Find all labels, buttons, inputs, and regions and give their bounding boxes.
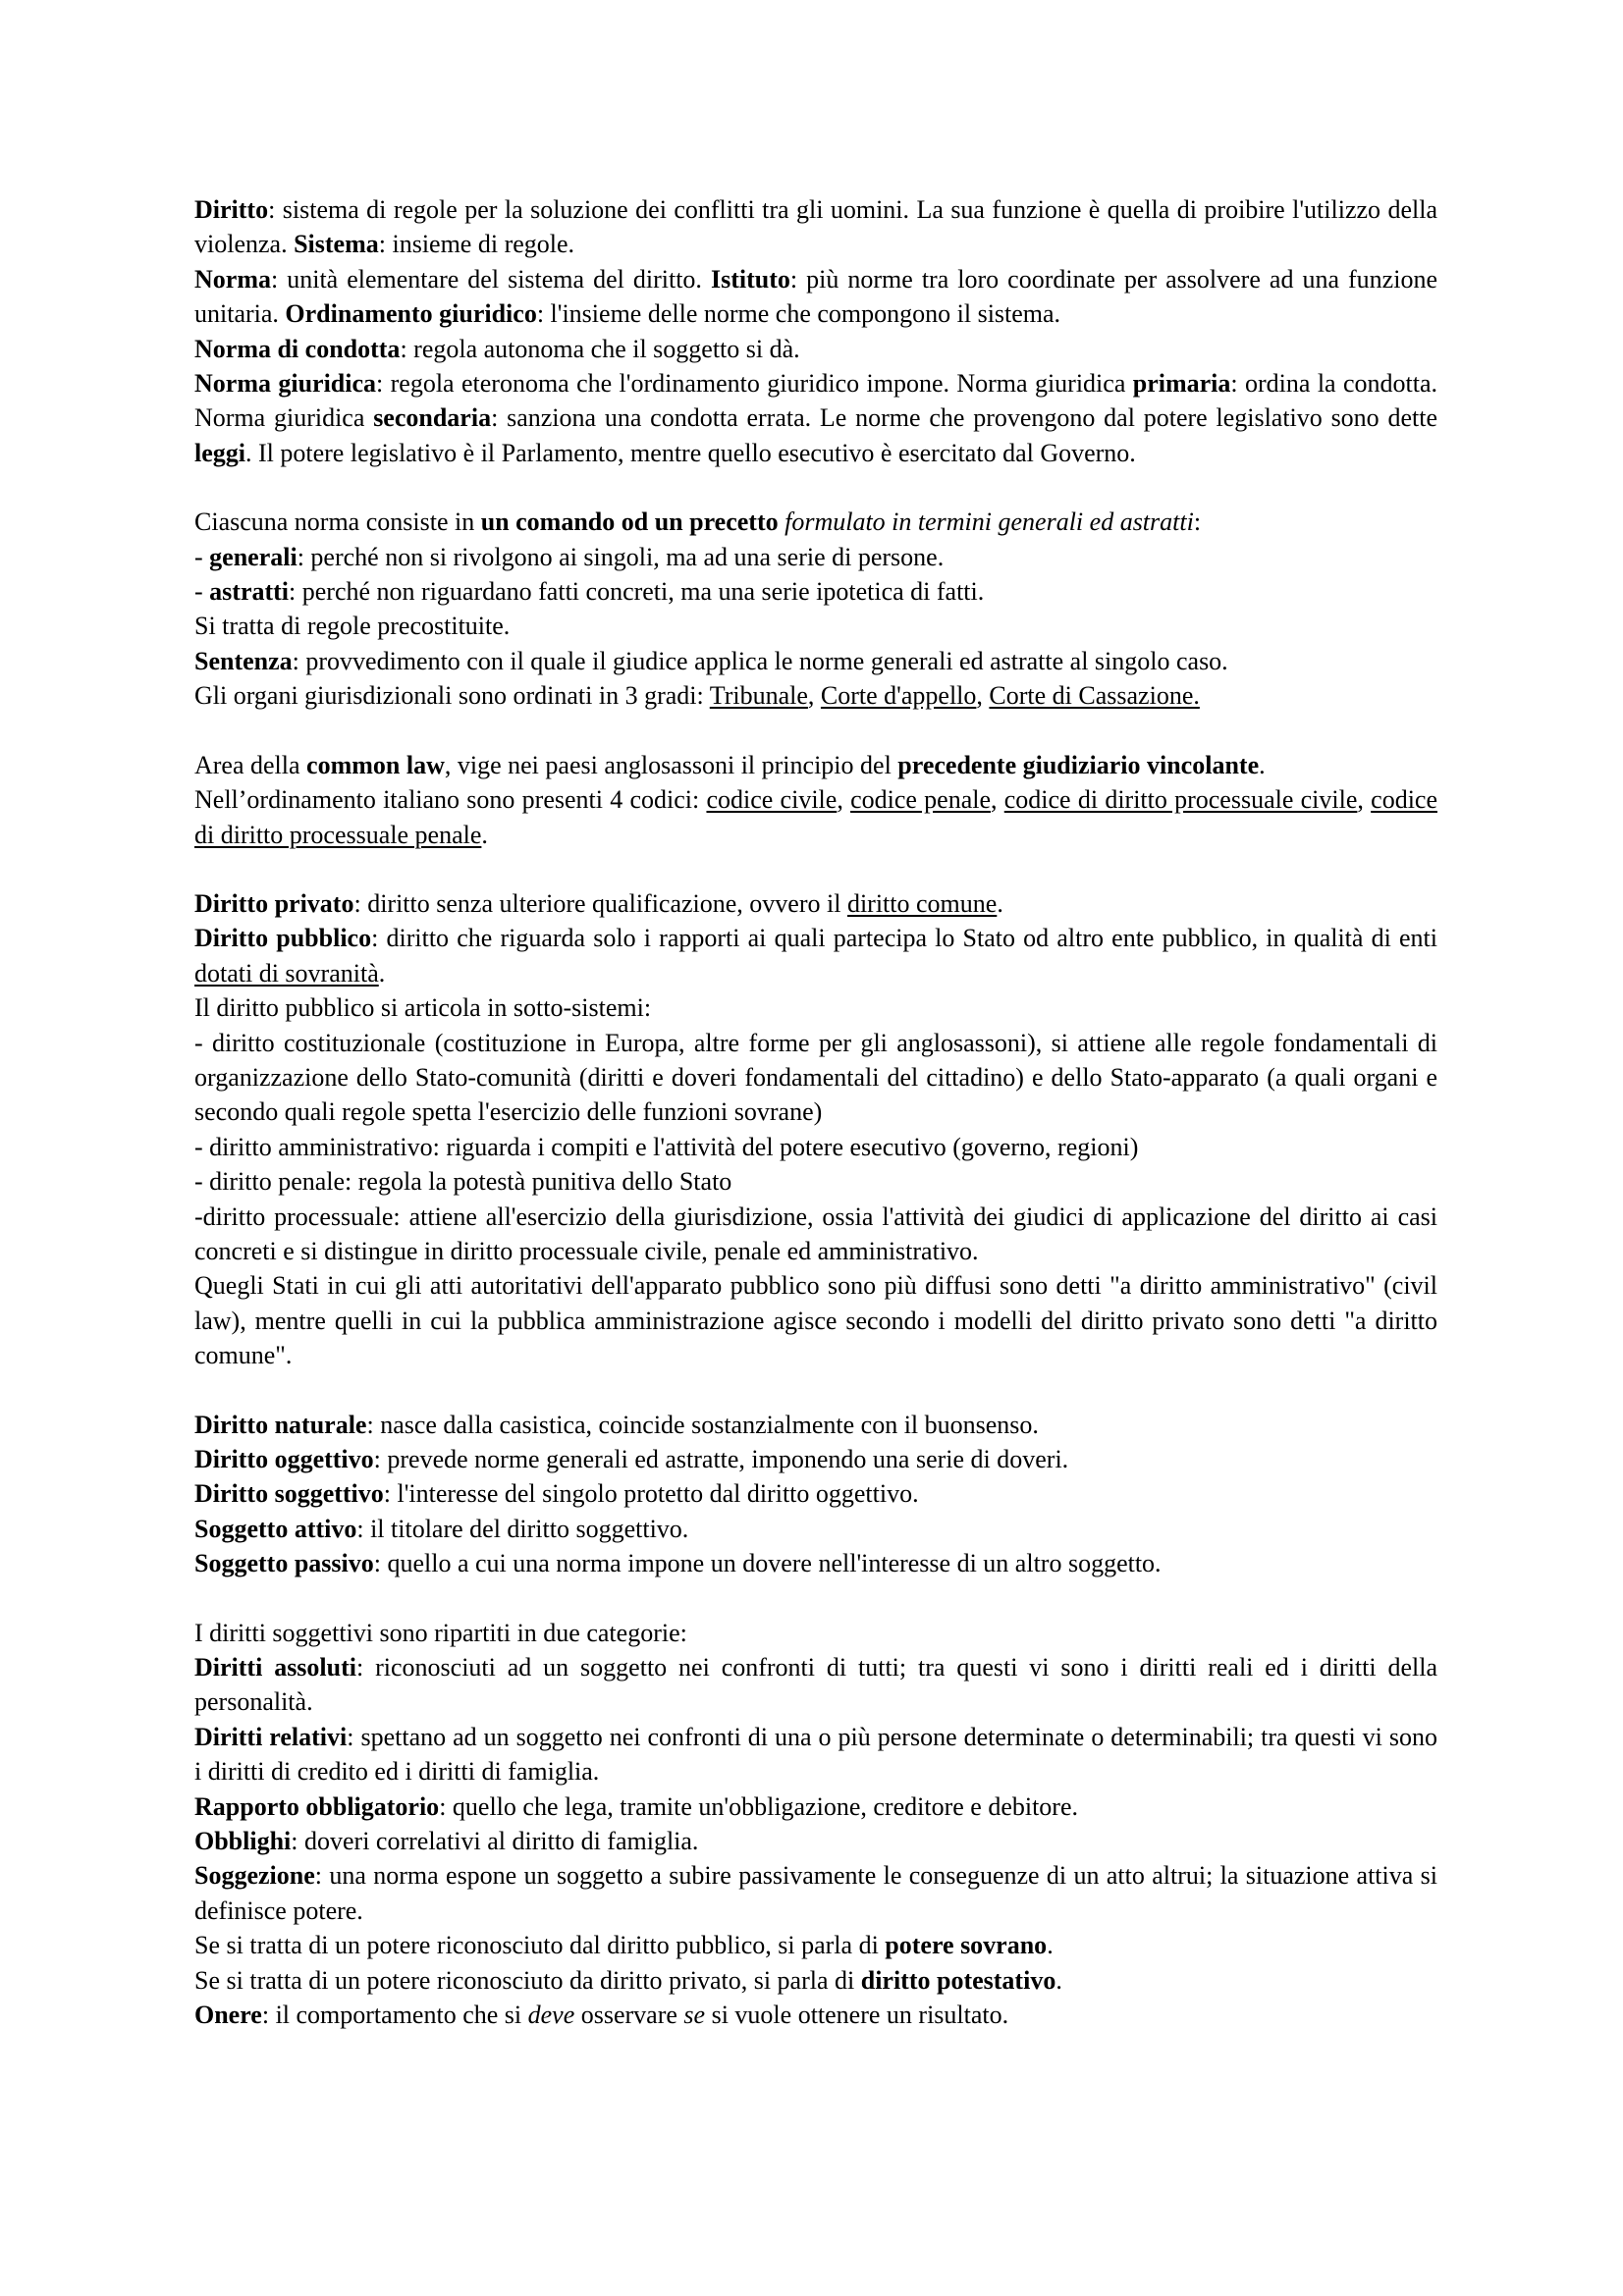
paragraph	[194, 990, 1437, 1025]
bold-term: Diritti assoluti	[194, 1653, 356, 1682]
italic-text: deve	[527, 2001, 575, 2030]
text-run: : provvedimento con il quale il giudice applica le norme generali ed astratte al singolo caso.	[292, 646, 1228, 675]
text-run: : perché non riguardano fatti concreti, ma una serie ipotetica di fatti.	[289, 577, 985, 607]
text-run: Se si tratta di un potere riconosciuto da diritto privato, si parla di	[194, 1965, 861, 1995]
paragraph	[194, 574, 1437, 609]
section-gap	[194, 470, 1437, 505]
paragraph	[194, 1200, 1437, 1269]
text-run: ,	[991, 785, 1004, 815]
bold-term: astratti	[209, 577, 290, 607]
section-gap	[194, 852, 1437, 886]
text-run: ,	[837, 785, 851, 815]
underlined-text: codice civile	[706, 785, 838, 815]
text-run: : l'insieme delle norme che compongono il sistema.	[536, 299, 1061, 329]
text-run: : doveri correlativi al diritto di famiglia.	[291, 1827, 699, 1856]
bold-term: primaria	[1132, 369, 1231, 399]
text-run: : quello che lega, tramite un'obbligazione, creditore e debitore.	[439, 1791, 1078, 1821]
bold-term: leggi	[194, 438, 245, 467]
paragraph	[194, 1164, 1437, 1199]
bold-term: Soggetto attivo	[194, 1514, 357, 1543]
text-run: osservare	[574, 2001, 684, 2030]
text-run: : sistema di regole per la soluzione dei conflitti tra gli uomini. La sua funzione è quella di proibire l'utilizzo della violenza.	[194, 195, 1437, 259]
underlined-text: codice di diritto processuale civile	[1003, 785, 1358, 815]
paragraph	[194, 1512, 1437, 1546]
bold-term: Diritti relativi	[194, 1722, 348, 1751]
text-run: I diritti soggettivi sono ripartiti in due categorie:	[194, 1618, 687, 1647]
bold-term: diritto potestativo	[860, 1965, 1056, 1995]
text-run: : diritto che riguarda solo i rapporti ai quali partecipa lo Stato od altro ente pubblico, in qualità di enti	[371, 924, 1437, 953]
underlined-text: Corte di Cassazione.	[989, 681, 1200, 711]
paragraph	[194, 1616, 1437, 1650]
text-run: .	[1259, 750, 1266, 779]
bold-term: Diritto pubblico	[194, 924, 372, 953]
paragraph	[194, 1824, 1437, 1858]
text-run: : una norma espone un soggetto a subire passivamente le conseguenze di un atto altrui; la situazione attiva si definisce potere.	[194, 1861, 1437, 1925]
bold-term: Rapporto obbligatorio	[194, 1791, 440, 1821]
text-run: : il comportamento che si	[261, 2001, 528, 2030]
section-gap	[194, 1373, 1437, 1408]
text-run: -	[194, 577, 210, 607]
underlined-text: Corte d'appello	[820, 681, 977, 711]
text-run: Quegli Stati in cui gli atti autoritativi dell'apparato pubblico sono più diffusi sono detti "a diritto amministrativo" (civil law), mentre quelli in cui la pubblica amministrazione agisce secondo i modelli del diritto privato sono detti "a diritto comune".	[194, 1271, 1437, 1370]
paragraph	[194, 1026, 1437, 1130]
text-run: .	[481, 820, 488, 849]
text-run: : regola eteronoma che l'ordinamento giuridico impone. Norma giuridica	[376, 369, 1133, 399]
text-run: : spettano ad un soggetto nei confronti di una o più persone determinate o determinabili; tra questi vi sono i diritti di credito ed i diritti di famiglia.	[194, 1722, 1437, 1787]
bold-term: Norma giuridica	[194, 369, 377, 399]
paragraph	[194, 748, 1437, 782]
text-run: .	[378, 958, 386, 988]
bold-term: common law	[306, 750, 445, 779]
text-run: : unità elementare del sistema del diritto.	[270, 264, 711, 294]
paragraph	[194, 505, 1437, 539]
underlined-text: Tribunale	[709, 681, 808, 711]
paragraph	[194, 1650, 1437, 1720]
paragraph	[194, 1130, 1437, 1164]
section-gap	[194, 714, 1437, 748]
paragraph	[194, 644, 1437, 678]
paragraph	[194, 192, 1437, 262]
paragraph	[194, 1476, 1437, 1511]
paragraph	[194, 921, 1437, 990]
paragraph	[194, 1858, 1437, 1928]
bold-term: potere sovrano	[885, 1931, 1048, 1960]
paragraph	[194, 1963, 1437, 1998]
paragraph	[194, 678, 1437, 713]
paragraph	[194, 332, 1437, 366]
bold-term: Sistema	[294, 230, 379, 259]
text-run: Nell’ordinamento italiano sono presenti 4 codici:	[194, 785, 707, 815]
text-run: - diritto costituzionale (costituzione in Europa, altre forme per gli anglosassoni), si attiene alle regole fondamentali di organizzazione dello Stato-comunità (diritti e doveri fondamentali del cittadino) e dello Stato-apparato (a quali organi e secondo quali regole spetta l'esercizio delle funzioni sovrane)	[194, 1028, 1437, 1127]
text-run: ,	[976, 681, 990, 711]
bold-term: Diritto oggettivo	[194, 1445, 374, 1473]
text-run: si vuole ottenere un risultato.	[705, 2001, 1009, 2030]
text-run: -	[194, 542, 210, 571]
text-run: : quello a cui una norma impone un dovere nell'interesse di un altro soggetto.	[373, 1549, 1162, 1578]
text-run: : perché non si rivolgono ai singoli, ma ad una serie di persone.	[297, 542, 945, 571]
text-run: Se si tratta di un potere riconosciuto dal diritto pubblico, si parla di	[194, 1931, 886, 1960]
paragraph	[194, 262, 1437, 332]
text-run: Gli organi giurisdizionali sono ordinati in 3 gradi:	[194, 681, 710, 711]
text-run: - diritto amministrativo: riguarda i compiti e l'attività del potere esecutivo (governo, regioni)	[194, 1132, 1139, 1161]
text-run: .	[1047, 1931, 1054, 1960]
bold-term: Onere	[194, 2001, 262, 2030]
bold-term: precedente giudiziario vincolante	[897, 750, 1260, 779]
text-run: : riconosciuti ad un soggetto nei confronti di tutti; tra questi vi sono i diritti reali ed i diritti della personalità.	[194, 1653, 1437, 1717]
bold-term: Istituto	[710, 264, 790, 294]
paragraph	[194, 1408, 1437, 1442]
text-run: Ciascuna norma consiste in	[194, 507, 481, 537]
paragraph	[194, 1268, 1437, 1372]
text-run: : più norme tra loro coordinate per assolvere ad una funzione unitaria.	[194, 264, 1437, 329]
text-run: ,	[807, 681, 821, 711]
underlined-text: dotati di sovranità	[194, 958, 379, 988]
bold-term: Obblighi	[194, 1827, 292, 1856]
text-run: Si tratta di regole precostituite.	[194, 612, 511, 641]
text-run: : regola autonoma che il soggetto si dà.	[400, 334, 800, 363]
paragraph	[194, 1789, 1437, 1824]
bold-term: Norma di condotta	[194, 334, 401, 363]
text-run: : insieme di regole.	[378, 230, 575, 259]
text-run: : ordina la condotta. Norma giuridica	[194, 369, 1437, 433]
italic-text: se	[683, 2001, 706, 2030]
paragraph	[194, 1546, 1437, 1580]
text-run: Il diritto pubblico si articola in sotto-sistemi:	[194, 993, 652, 1023]
paragraph	[194, 540, 1437, 574]
italic-text: formulato in termini generali ed astratti	[784, 507, 1194, 537]
text-run: : sanziona una condotta errata. Le norme che provengono dal potere legislativo sono dette	[491, 403, 1437, 433]
underlined-text: codice di diritto processuale penale	[194, 785, 1437, 849]
text-run: : diritto senza ulteriore qualificazione, ovvero il	[353, 888, 847, 918]
text-run: . Il potere legislativo è il Parlamento, mentre quello esecutivo è esercitato dal Governo.	[245, 438, 1136, 467]
text-run: .	[1055, 1965, 1062, 1995]
text-run: -diritto processuale: attiene all'esercizio della giurisdizione, ossia l'attività dei giudici di applicazione del diritto ai casi concreti e si distingue in diritto processuale civile, penale ed amministrativo.	[194, 1201, 1437, 1265]
text-run: , vige nei paesi anglosassoni il principio del	[444, 750, 898, 779]
text-run: : prevede norme generali ed astratte, imponendo una serie di doveri.	[373, 1445, 1069, 1473]
bold-term: Diritto soggettivo	[194, 1479, 384, 1509]
bold-term: Soggetto passivo	[194, 1549, 374, 1578]
bold-term: Diritto naturale	[194, 1410, 367, 1439]
paragraph	[194, 782, 1437, 852]
bold-term: Diritto	[194, 195, 269, 224]
paragraph	[194, 1998, 1437, 2032]
text-run: .	[997, 888, 1003, 918]
paragraph	[194, 1442, 1437, 1476]
section-gap	[194, 1581, 1437, 1616]
bold-term: secondaria	[373, 403, 492, 433]
paragraph	[194, 366, 1437, 470]
text-run: : nasce dalla casistica, coincide sostanzialmente con il buonsenso.	[366, 1410, 1039, 1439]
bold-term: Norma	[194, 264, 271, 294]
bold-term: Diritto privato	[194, 888, 354, 918]
bold-term: Soggezione	[194, 1861, 315, 1891]
underlined-text: codice penale	[850, 785, 991, 815]
text-run: : l'interesse del singolo protetto dal diritto oggettivo.	[383, 1479, 919, 1509]
bold-term: un comando od un precetto	[480, 507, 779, 537]
text-run: :	[1193, 507, 1202, 537]
paragraph	[194, 1928, 1437, 1962]
bold-term: Sentenza	[194, 646, 293, 675]
underlined-text: diritto comune	[846, 888, 998, 918]
bold-term: Ordinamento giuridico	[285, 299, 537, 329]
bold-term: generali	[209, 542, 298, 571]
text-run: Area della	[194, 750, 307, 779]
text-run: - diritto penale: regola la potestà punitiva dello Stato	[194, 1167, 732, 1197]
paragraph	[194, 886, 1437, 921]
document-page	[194, 192, 1437, 2033]
paragraph	[194, 609, 1437, 643]
paragraph	[194, 1720, 1437, 1789]
text-run: : il titolare del diritto soggettivo.	[356, 1514, 689, 1543]
text-run: ,	[1357, 785, 1372, 815]
